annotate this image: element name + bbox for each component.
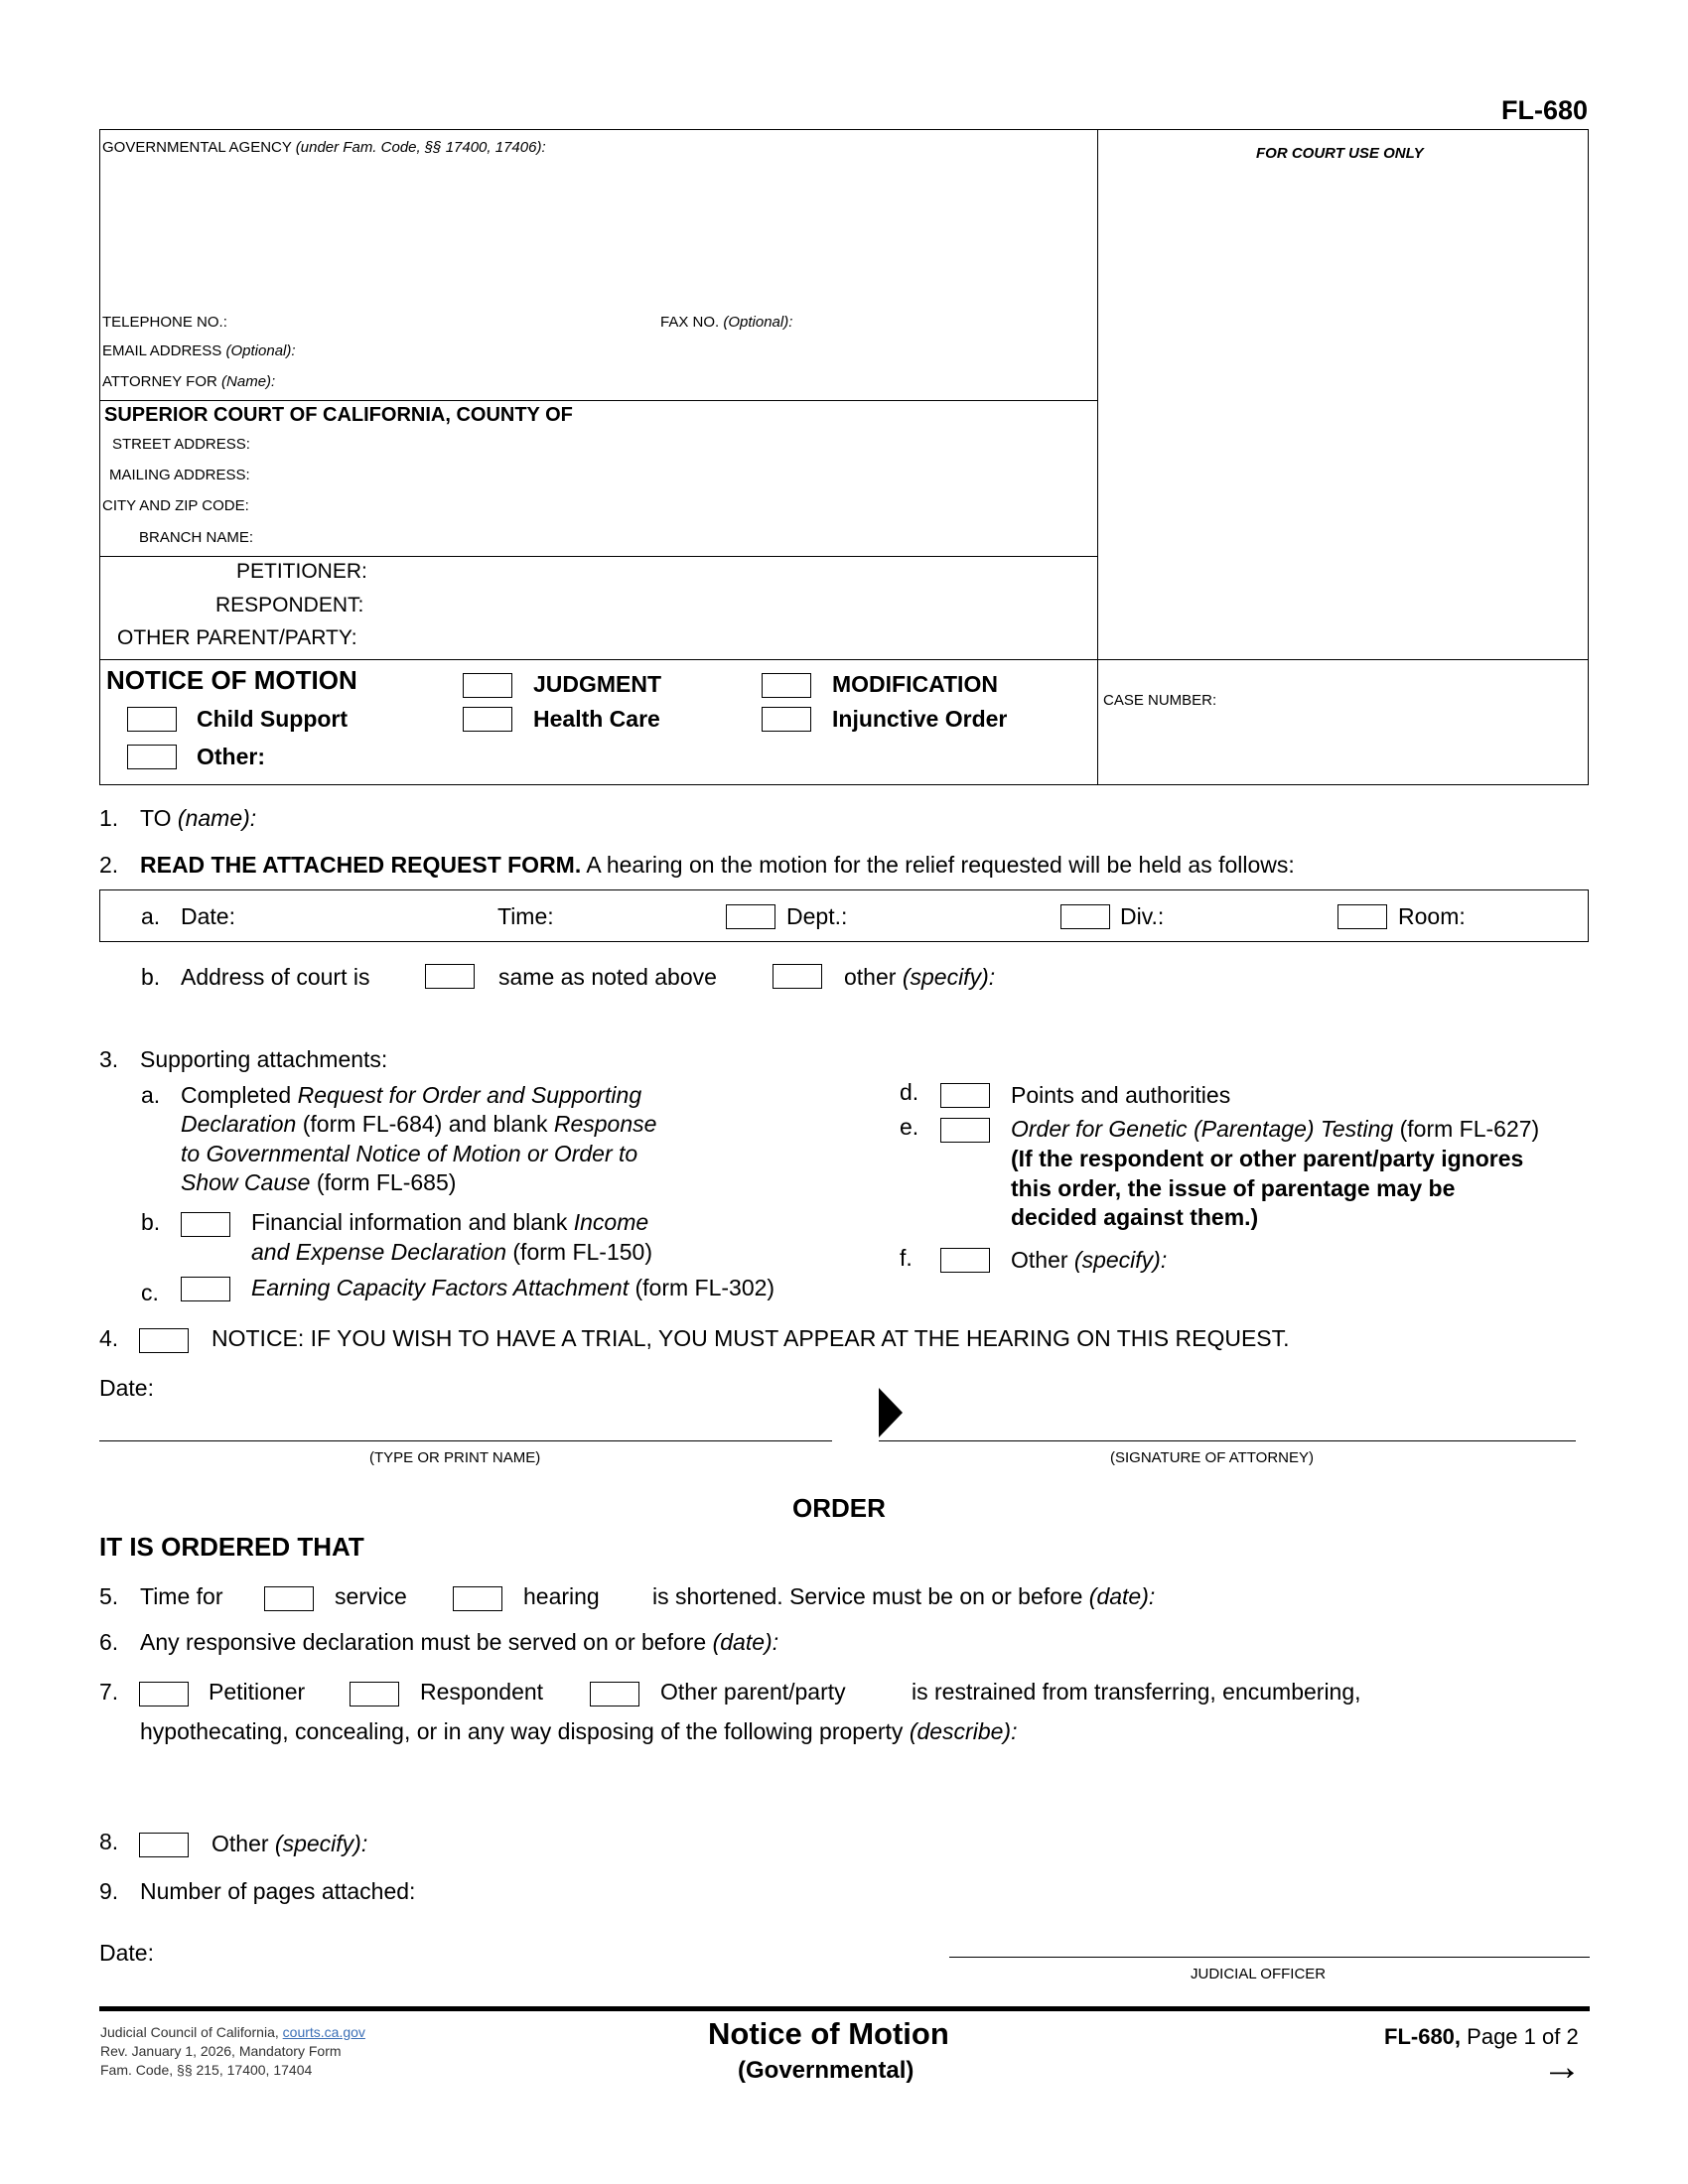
hypothecating-text: hypothecating, concealing, or in any way disposing of the following property (describe): bbox=[140, 1718, 1018, 1744]
item-3e-line1: Order for Genetic (Parentage) Testing (form FL-627) bbox=[1011, 1116, 1540, 1142]
notice-other-checkbox[interactable] bbox=[127, 745, 177, 769]
item-8-number: 8. bbox=[99, 1829, 119, 1854]
notice-other-field[interactable] bbox=[278, 744, 1082, 765]
dept-label: Dept.: bbox=[786, 903, 848, 929]
child-support-checkbox[interactable] bbox=[127, 707, 177, 732]
div-field[interactable] bbox=[1177, 901, 1336, 923]
attorney-signature-field[interactable] bbox=[909, 1400, 1574, 1437]
item-3b-letter: b. bbox=[141, 1209, 161, 1235]
city-zip-label: CITY AND ZIP CODE: bbox=[102, 497, 249, 514]
same-as-above-label: same as noted above bbox=[498, 964, 717, 990]
respondent-label: RESPONDENT: bbox=[215, 594, 364, 616]
restrain-other-parent-checkbox[interactable] bbox=[590, 1682, 639, 1706]
item-6-number: 6. bbox=[99, 1629, 119, 1655]
item-3b-line2: and Expense Declaration (form FL-150) bbox=[251, 1239, 652, 1265]
respondent-field[interactable] bbox=[382, 592, 1082, 614]
judgment-checkbox[interactable] bbox=[463, 673, 512, 698]
branch-name-field[interactable] bbox=[276, 525, 1082, 547]
room-checkbox[interactable] bbox=[1337, 904, 1387, 929]
print-name-field[interactable] bbox=[109, 1410, 824, 1437]
judicial-officer-signature-field[interactable] bbox=[951, 1926, 1587, 1954]
street-address-field[interactable] bbox=[276, 432, 1082, 454]
address-court-label: Address of court is bbox=[181, 964, 370, 990]
responsive-date-field[interactable] bbox=[839, 1628, 1584, 1650]
form-id: FL-680 bbox=[1501, 95, 1589, 125]
mailing-address-field[interactable] bbox=[276, 463, 1082, 484]
hearing-time-label: Time: bbox=[497, 903, 554, 929]
child-support-label: Child Support bbox=[197, 706, 349, 732]
city-zip-field[interactable] bbox=[276, 493, 1082, 515]
judicial-officer-caption: JUDICIAL OFFICER bbox=[1191, 1966, 1327, 1982]
shortened-text: is shortened. Service must be on or before (date): bbox=[652, 1583, 1156, 1609]
order-date-field[interactable] bbox=[164, 1938, 561, 1960]
hearing-time-field[interactable] bbox=[562, 901, 721, 923]
points-authorities-checkbox[interactable] bbox=[940, 1083, 990, 1108]
item-3b-line1: Financial information and blank Income bbox=[251, 1209, 649, 1235]
service-label: service bbox=[335, 1583, 407, 1609]
fax-field[interactable] bbox=[814, 310, 1082, 332]
item-3a-line3: to Governmental Notice of Motion or Order to bbox=[181, 1141, 638, 1166]
item-1-label: TO (name): bbox=[140, 805, 257, 831]
restrain-respondent-checkbox[interactable] bbox=[350, 1682, 399, 1706]
footer-revision: Rev. January 1, 2026, Mandatory Form bbox=[100, 2043, 342, 2059]
courts-link[interactable]: courts.ca.gov bbox=[282, 2024, 365, 2040]
item-3e-bold3: decided against them.) bbox=[1011, 1204, 1259, 1230]
agency-field[interactable] bbox=[109, 165, 1082, 304]
email-field[interactable] bbox=[328, 339, 1082, 360]
hearing-label: hearing bbox=[523, 1583, 600, 1609]
attachment-other-field[interactable] bbox=[1182, 1246, 1584, 1268]
print-name-line bbox=[99, 1440, 832, 1441]
service-date-field[interactable] bbox=[1206, 1582, 1584, 1604]
footer-council: Judicial Council of California, courts.ca.gov bbox=[100, 2024, 365, 2040]
item-3-number: 3. bbox=[99, 1046, 119, 1072]
time-for-label: Time for bbox=[140, 1583, 223, 1609]
genetic-testing-checkbox[interactable] bbox=[940, 1118, 990, 1143]
injunctive-order-checkbox[interactable] bbox=[762, 707, 811, 732]
same-as-above-checkbox[interactable] bbox=[425, 964, 475, 989]
fax-label: FAX NO. (Optional): bbox=[660, 314, 793, 331]
property-description-field[interactable] bbox=[139, 1752, 1584, 1812]
hearing-date-field[interactable] bbox=[248, 901, 487, 923]
petitioner-field[interactable] bbox=[382, 558, 1082, 580]
hearing-checkbox[interactable] bbox=[453, 1586, 502, 1611]
item-3f-text: Other (specify): bbox=[1011, 1247, 1168, 1273]
telephone-field[interactable] bbox=[243, 310, 650, 332]
room-label: Room: bbox=[1398, 903, 1466, 929]
court-address-other-checkbox[interactable] bbox=[773, 964, 822, 989]
order-date-label: Date: bbox=[99, 1940, 154, 1966]
footer-code: Fam. Code, §§ 215, 17400, 17404 bbox=[100, 2062, 313, 2078]
judgment-label: JUDGMENT bbox=[533, 671, 662, 697]
footer-form-subtitle: (Governmental) bbox=[738, 2057, 914, 2084]
telephone-label: TELEPHONE NO.: bbox=[102, 314, 227, 331]
item-3a-line4: Show Cause (form FL-685) bbox=[181, 1169, 457, 1195]
court-title: SUPERIOR COURT OF CALIFORNIA, COUNTY OF bbox=[104, 404, 573, 426]
item-3d-letter: d. bbox=[900, 1079, 919, 1105]
item-3c-letter: c. bbox=[141, 1280, 159, 1305]
earning-capacity-checkbox[interactable] bbox=[181, 1277, 230, 1301]
email-label: EMAIL ADDRESS (Optional): bbox=[102, 342, 296, 359]
room-field[interactable] bbox=[1472, 901, 1581, 923]
county-field[interactable] bbox=[635, 402, 1082, 424]
to-name-field[interactable] bbox=[273, 804, 1584, 826]
judicial-officer-line bbox=[949, 1957, 1590, 1958]
hearing-date-label: Date: bbox=[181, 903, 235, 929]
next-page-arrow-icon[interactable]: → bbox=[1542, 2045, 1582, 2089]
item-3e-letter: e. bbox=[900, 1114, 919, 1140]
restrain-petitioner-checkbox[interactable] bbox=[139, 1682, 189, 1706]
responsive-text: Any responsive declaration must be served on or before (date): bbox=[140, 1629, 779, 1655]
signature-line bbox=[879, 1440, 1576, 1441]
order-other-checkbox[interactable] bbox=[139, 1833, 189, 1857]
injunctive-order-label: Injunctive Order bbox=[832, 706, 1008, 732]
item-3a-line2: Declaration (form FL-684) and blank Response bbox=[181, 1111, 657, 1137]
footer-page-info: FL-680, Page 1 of 2 bbox=[1384, 2024, 1579, 2049]
court-address-other-field[interactable] bbox=[1018, 963, 1584, 985]
signature-arrow-icon bbox=[879, 1388, 905, 1437]
item-2b-letter: b. bbox=[141, 964, 161, 990]
item-3e-bold1: (If the respondent or other parent/party ignores bbox=[1011, 1146, 1524, 1171]
attorney-for-field[interactable] bbox=[303, 369, 1082, 391]
street-address-label: STREET ADDRESS: bbox=[112, 436, 250, 453]
court-use-label: FOR COURT USE ONLY bbox=[1256, 145, 1424, 162]
print-name-caption: (TYPE OR PRINT NAME) bbox=[369, 1449, 541, 1466]
financial-info-checkbox[interactable] bbox=[181, 1212, 230, 1237]
other-parent-field[interactable] bbox=[382, 624, 1082, 646]
health-care-checkbox[interactable] bbox=[463, 707, 512, 732]
order-title: ORDER bbox=[792, 1493, 886, 1523]
pages-attached-label: Number of pages attached: bbox=[140, 1878, 416, 1904]
ordered-that-heading: IT IS ORDERED THAT bbox=[99, 1532, 364, 1562]
attachment-other-checkbox[interactable] bbox=[940, 1248, 990, 1273]
attorney-for-label: ATTORNEY FOR (Name): bbox=[102, 373, 276, 390]
div-checkbox[interactable] bbox=[1060, 904, 1110, 929]
item-2-number: 2. bbox=[99, 852, 119, 878]
trial-notice-text: NOTICE: IF YOU WISH TO HAVE A TRIAL, YOU MUST APPEAR AT THE HEARING ON THIS REQUEST. bbox=[211, 1325, 1290, 1351]
div-label: Div.: bbox=[1120, 903, 1165, 929]
case-number-label: CASE NUMBER: bbox=[1103, 692, 1217, 709]
notice-other-label: Other: bbox=[197, 744, 265, 769]
attorney-date-field[interactable] bbox=[164, 1373, 462, 1395]
attorney-date-label: Date: bbox=[99, 1375, 154, 1401]
item-2-text: READ THE ATTACHED REQUEST FORM. A hearing on the motion for the relief requested will be held as follows: bbox=[140, 852, 1295, 878]
pages-attached-field[interactable] bbox=[447, 1877, 645, 1899]
service-checkbox[interactable] bbox=[264, 1586, 314, 1611]
item-3d-text: Points and authorities bbox=[1011, 1082, 1231, 1108]
health-care-label: Health Care bbox=[533, 706, 660, 732]
court-address-other-label: other (specify): bbox=[844, 964, 996, 990]
signature-caption: (SIGNATURE OF ATTORNEY) bbox=[1110, 1449, 1315, 1466]
item-7-number: 7. bbox=[99, 1679, 119, 1705]
item-3a-letter: a. bbox=[141, 1082, 161, 1108]
item-5-number: 5. bbox=[99, 1583, 119, 1609]
modification-checkbox[interactable] bbox=[762, 673, 811, 698]
item-2a-letter: a. bbox=[141, 903, 161, 929]
item-3e-bold2: this order, the issue of parentage may be bbox=[1011, 1175, 1456, 1201]
item-3c-text: Earning Capacity Factors Attachment (form FL-302) bbox=[251, 1275, 775, 1300]
case-number-field[interactable] bbox=[1107, 720, 1579, 769]
footer-form-title: Notice of Motion bbox=[708, 2016, 949, 2051]
notice-title: NOTICE OF MOTION bbox=[106, 665, 357, 695]
supporting-label: Supporting attachments: bbox=[140, 1046, 388, 1072]
item-4-number: 4. bbox=[99, 1325, 119, 1351]
dept-field[interactable] bbox=[854, 901, 1053, 923]
footer-rule bbox=[99, 2006, 1590, 2011]
mailing-address-label: MAILING ADDRESS: bbox=[109, 467, 250, 483]
modification-label: MODIFICATION bbox=[832, 671, 998, 697]
agency-label: GOVERNMENTAL AGENCY (under Fam. Code, §§ 17400, 17406): bbox=[102, 139, 546, 156]
item-9-number: 9. bbox=[99, 1878, 119, 1904]
restrain-petitioner-label: Petitioner bbox=[209, 1679, 306, 1705]
restrain-respondent-label: Respondent bbox=[420, 1679, 544, 1705]
item-3a-line1: Completed Request for Order and Supporting bbox=[181, 1082, 642, 1108]
trial-notice-checkbox[interactable] bbox=[139, 1328, 189, 1353]
order-other-field[interactable] bbox=[387, 1830, 1584, 1851]
other-parent-label: OTHER PARENT/PARTY: bbox=[117, 626, 357, 649]
branch-name-label: BRANCH NAME: bbox=[139, 529, 254, 546]
restrained-text: is restrained from transferring, encumbering, bbox=[912, 1679, 1361, 1705]
item-3f-letter: f. bbox=[900, 1245, 913, 1271]
item-1-number: 1. bbox=[99, 805, 119, 831]
order-other-label: Other (specify): bbox=[211, 1831, 368, 1856]
restrain-other-parent-label: Other parent/party bbox=[660, 1679, 846, 1705]
dept-checkbox[interactable] bbox=[726, 904, 775, 929]
petitioner-label: PETITIONER: bbox=[236, 560, 367, 583]
